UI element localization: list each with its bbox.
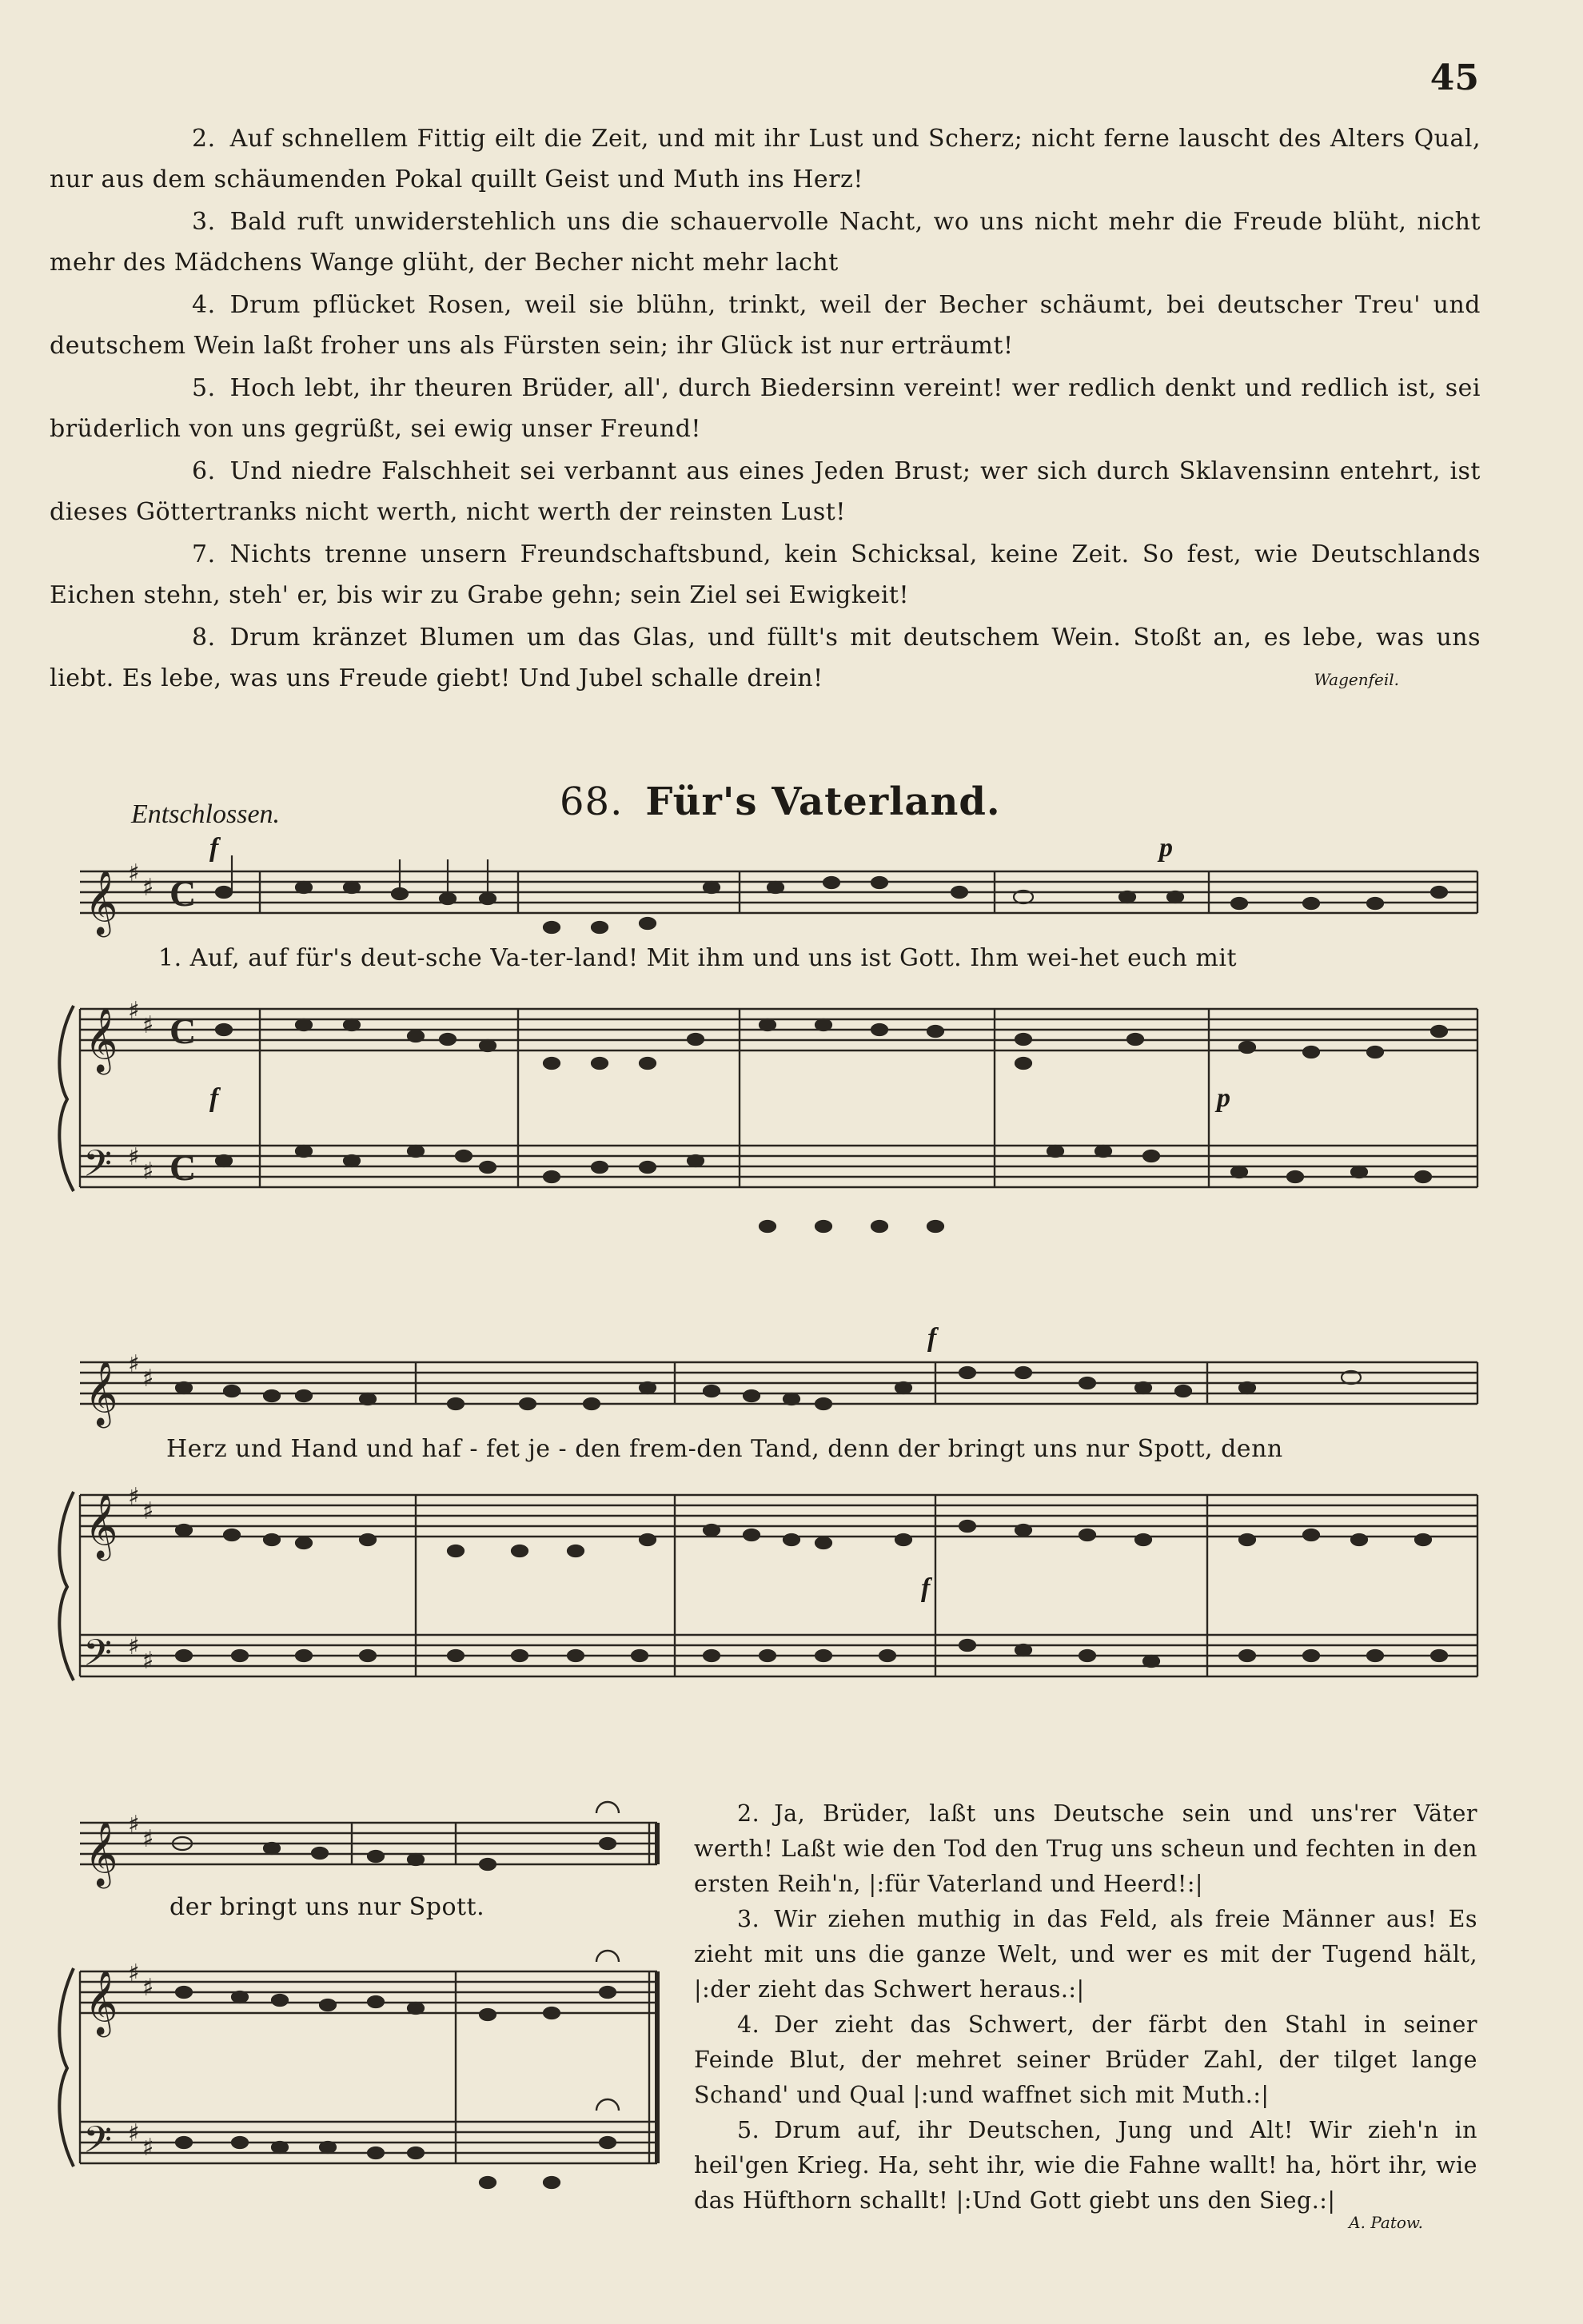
tempo-marking: Entschlossen. bbox=[131, 799, 281, 829]
dynamic-piano: p bbox=[1159, 833, 1173, 863]
svg-text:♯: ♯ bbox=[128, 859, 140, 887]
verse-text: Auf schnellem Fittig eilt die Zeit, und mit ihr Lust und Scherz; nicht ferne lauscht des Alters Qual, nur aus dem schäumenden Pokal quillt Geist und Muth ins Herz! bbox=[50, 125, 1481, 193]
verse-number: 6. bbox=[192, 457, 216, 485]
song-title-text: Für's Vaterland. bbox=[645, 779, 1001, 824]
verse-number: 7. bbox=[192, 540, 216, 568]
svg-text:♯: ♯ bbox=[128, 1483, 140, 1511]
svg-text:♯: ♯ bbox=[128, 1959, 140, 1987]
svg-text:𝄢: 𝄢 bbox=[83, 1632, 113, 1684]
verse-number: 5. bbox=[192, 374, 216, 402]
svg-text:♯: ♯ bbox=[128, 2119, 140, 2147]
verse-text: Drum kränzet Blumen um das Glas, und füllt's mit deutschem Wein. Stoßt an, es lebe, was uns liebt. Es lebe, was uns Freude giebt! Und Jubel schalle drein! bbox=[50, 624, 1481, 692]
song-attribution: A. Patow. bbox=[1349, 2213, 1423, 2232]
piano-treble-staff-3 bbox=[80, 1971, 657, 2013]
verse-text: Der zieht das Schwert, der färbt den Stahl in seiner Feinde Blut, der mehret seiner Brüder Zahl, der tilget lange Schand' und Qual |:und waffnet sich mit Muth.:| bbox=[694, 2011, 1477, 2108]
verse-text: Und niedre Falschheit sei verbannt aus eines Jeden Brust; wer sich durch Sklavensinn entehrt, ist dieses Göttertranks nicht werth, nicht werth der reinsten Lust! bbox=[50, 457, 1481, 526]
svg-text:♯: ♯ bbox=[142, 1647, 154, 1675]
svg-text:♯: ♯ bbox=[142, 1825, 154, 1853]
svg-text:C: C bbox=[169, 1147, 197, 1188]
verse-number: 3. bbox=[737, 1906, 760, 1932]
verse-number: 4. bbox=[737, 2011, 760, 2038]
svg-text:𝄢: 𝄢 bbox=[83, 2119, 113, 2171]
svg-text:♯: ♯ bbox=[142, 1158, 154, 1186]
verse-text: Drum pflücket Rosen, weil sie blühn, trinkt, weil der Becher schäumt, bei deutscher Treu' und deutschem Wein laßt froher uns als Fürsten sein; ihr Glück ist nur erträumt! bbox=[50, 291, 1481, 360]
svg-text:♯: ♯ bbox=[128, 1350, 140, 1378]
verse-text: Bald ruft unwiderstehlich uns die schauervolle Nacht, wo uns nicht mehr die Freude blüht, nicht mehr des Mädchens Wange glüht, der Becher nicht mehr lacht bbox=[50, 208, 1481, 277]
verse-text: Nichts trenne unsern Freundschaftsbund, kein Schicksal, keine Zeit. So fest, wie Deutschlands Eichen stehn, steh' er, bis wir zu Grabe gehn; sein Ziel sei Ewigkeit! bbox=[50, 540, 1481, 609]
verse-text: Ja, Brüder, laßt uns Deutsche sein und uns'rer Väter werth! Laßt wie den Tod den Trug uns scheun und fechten in den ersten Reih'n, |:für Vaterland und Heerd!:| bbox=[694, 1800, 1477, 1897]
verse-text: Drum auf, ihr Deutschen, Jung und Alt! Wir zieh'n in heil'gen Krieg. Ha, seht ihr, wie die Fahne wallt! ha, hört ihr, wie das Hüfthorn schallt! |:Und Gott giebt uns den Sieg.:| bbox=[694, 2117, 1477, 2214]
svg-text:♯: ♯ bbox=[142, 1974, 154, 2002]
svg-text:𝄞: 𝄞 bbox=[85, 1969, 118, 2035]
voice-staff-2 bbox=[80, 1362, 1477, 1404]
dynamic-forte: f bbox=[209, 1083, 219, 1113]
previous-song-attribution: Wagenfeil. bbox=[1314, 670, 1399, 689]
piano-bass-staff-2 bbox=[80, 1635, 1477, 1676]
svg-text:𝄞: 𝄞 bbox=[85, 869, 118, 935]
piano-bass-staff-1 bbox=[80, 1146, 1477, 1187]
verse-number: 2. bbox=[737, 1800, 760, 1827]
piano-bass-staff-3 bbox=[80, 2122, 657, 2163]
svg-text:♯: ♯ bbox=[142, 874, 154, 902]
piano-treble-staff-2 bbox=[80, 1495, 1477, 1537]
dynamic-forte: f bbox=[921, 1573, 931, 1603]
svg-text:C: C bbox=[169, 1011, 197, 1051]
lyrics-line-1: 1. Auf, auf für's deut-sche Va-ter-land! Mit ihm und uns ist Gott. Ihm wei-het euch mit bbox=[158, 944, 1238, 972]
svg-text:C: C bbox=[169, 873, 197, 914]
verse-number: 3. bbox=[192, 208, 216, 236]
verse-number: 8. bbox=[192, 624, 216, 652]
svg-text:♯: ♯ bbox=[128, 1632, 140, 1660]
svg-text:♯: ♯ bbox=[128, 1143, 140, 1171]
verse-number: 5. bbox=[737, 2117, 760, 2143]
song-verses bbox=[694, 1796, 1477, 2218]
song-verse-5 bbox=[694, 2113, 1477, 2218]
verse-number: 4. bbox=[192, 291, 216, 319]
verse-text: Wir ziehen muthig in das Feld, als freie Männer aus! Es zieht mit uns die ganze Welt, und wer es mit der Tugend hält, |:der zieht das Schwert heraus.:| bbox=[694, 1906, 1477, 2003]
page-number: 45 bbox=[1429, 58, 1479, 98]
svg-text:♯: ♯ bbox=[128, 1811, 140, 1839]
lyrics-line-3: der bringt uns nur Spott. bbox=[169, 1893, 485, 1921]
dynamic-piano: p bbox=[1217, 1083, 1230, 1113]
svg-text:𝄞: 𝄞 bbox=[85, 1360, 118, 1425]
svg-text:♯: ♯ bbox=[142, 2134, 154, 2162]
svg-text:♯: ♯ bbox=[142, 1365, 154, 1393]
piano-treble-staff-1 bbox=[80, 1009, 1477, 1050]
song-verse-3 bbox=[694, 1902, 1477, 2007]
svg-text:♯: ♯ bbox=[142, 1497, 154, 1525]
svg-text:𝄢: 𝄢 bbox=[83, 1142, 113, 1194]
svg-text:𝄞: 𝄞 bbox=[85, 1007, 118, 1072]
song-number: 68. bbox=[560, 779, 624, 824]
verse-number: 2. bbox=[192, 125, 216, 153]
svg-text:𝄞: 𝄞 bbox=[85, 1493, 118, 1558]
song-verse-4 bbox=[694, 2007, 1477, 2113]
song-verse-2 bbox=[694, 1796, 1477, 1902]
verse-text: Hoch lebt, ihr theuren Brüder, all', durch Biedersinn vereint! wer redlich denkt und redlich ist, sei brüderlich von uns gegrüßt, sei ewig unser Freund! bbox=[50, 374, 1481, 443]
svg-text:♯: ♯ bbox=[142, 1011, 154, 1039]
dynamic-forte: f bbox=[209, 833, 219, 863]
svg-text:♯: ♯ bbox=[128, 997, 140, 1025]
svg-text:𝄞: 𝄞 bbox=[85, 1820, 118, 1886]
dynamic-forte: f bbox=[927, 1323, 937, 1353]
lyrics-line-2: Herz und Hand und haf - fet je - den frem-den Tand, denn der bringt uns nur Spott, denn bbox=[166, 1435, 1283, 1463]
